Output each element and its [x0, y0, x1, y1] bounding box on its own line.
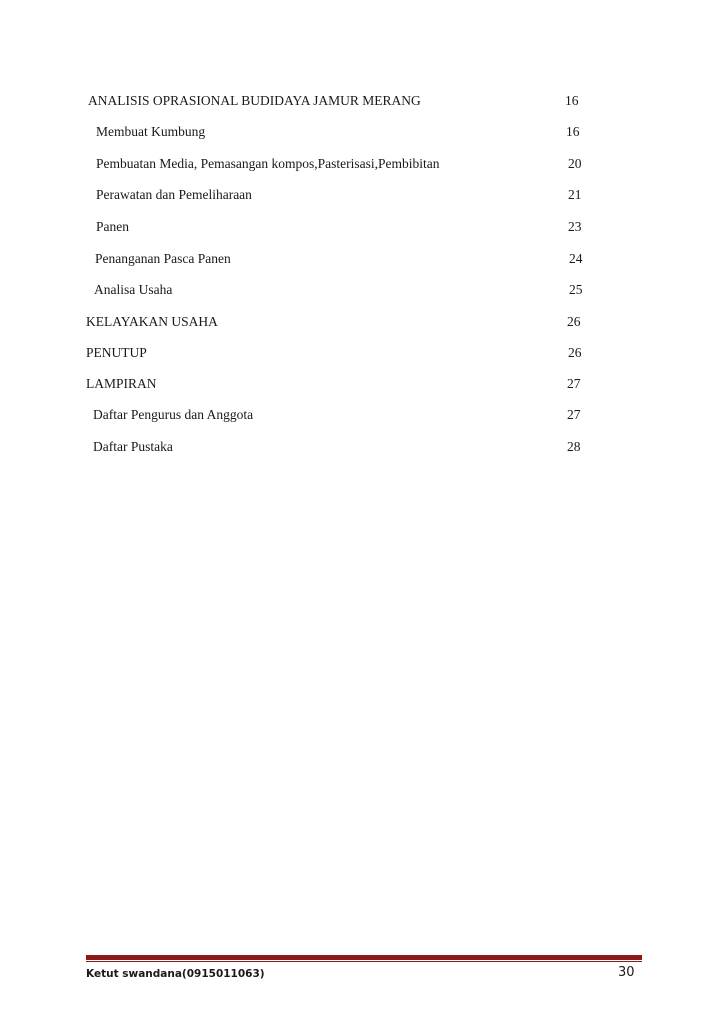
toc-entry-title: Panen: [96, 219, 129, 234]
toc-entry-title: Analisa Usaha: [94, 282, 173, 297]
toc-entry-page: 23: [568, 219, 582, 234]
toc-entry: [0, 217, 728, 237]
toc-entry-page: 21: [568, 187, 582, 202]
toc-entry-title: ANALISIS OPRASIONAL BUDIDAYA JAMUR MERANG: [88, 93, 421, 108]
toc-entry-title: Pembuatan Media, Pemasangan kompos,Pasterisasi,Pembibitan: [96, 156, 440, 171]
toc-entry: [0, 185, 728, 205]
toc-entry: [0, 154, 728, 174]
toc-entry: [0, 91, 728, 111]
toc-entry: [0, 122, 728, 142]
footer-rule: [86, 955, 642, 960]
toc-entry: [0, 280, 728, 300]
footer-page-number: 30: [618, 965, 635, 980]
toc-entry-page: 24: [569, 251, 583, 266]
toc-entry-page: 27: [567, 407, 581, 422]
toc-entry-title: Daftar Pustaka: [93, 439, 173, 454]
toc-entry: [0, 343, 728, 363]
toc-entry-page: 16: [565, 93, 579, 108]
toc-entry-page: 28: [567, 439, 581, 454]
toc-entry-page: 26: [568, 345, 582, 360]
toc-entry-title: LAMPIRAN: [86, 376, 157, 391]
toc-entry-page: 27: [567, 376, 581, 391]
toc-entry: [0, 312, 728, 332]
toc-entry-page: 16: [566, 124, 580, 139]
toc-entry-page: 25: [569, 282, 583, 297]
toc-entry-title: Daftar Pengurus dan Anggota: [93, 407, 254, 422]
toc-entry: [0, 437, 728, 457]
toc-entry-title: PENUTUP: [86, 345, 147, 360]
toc-entry-title: KELAYAKAN USAHA: [86, 314, 218, 329]
toc-entry-page: 20: [568, 156, 582, 171]
footer-rule-thin: [86, 961, 642, 962]
toc-entry: [0, 405, 728, 425]
toc-entry-title: Membuat Kumbung: [96, 124, 206, 139]
toc-entry-title: Penanganan Pasca Panen: [95, 251, 231, 266]
footer-author: Ketut swandana(0915011063): [86, 968, 265, 980]
toc-entry-page: 26: [567, 314, 581, 329]
toc-entry: [0, 249, 728, 269]
toc-entry: [0, 374, 728, 394]
toc-entry-title: Perawatan dan Pemeliharaan: [96, 187, 252, 202]
